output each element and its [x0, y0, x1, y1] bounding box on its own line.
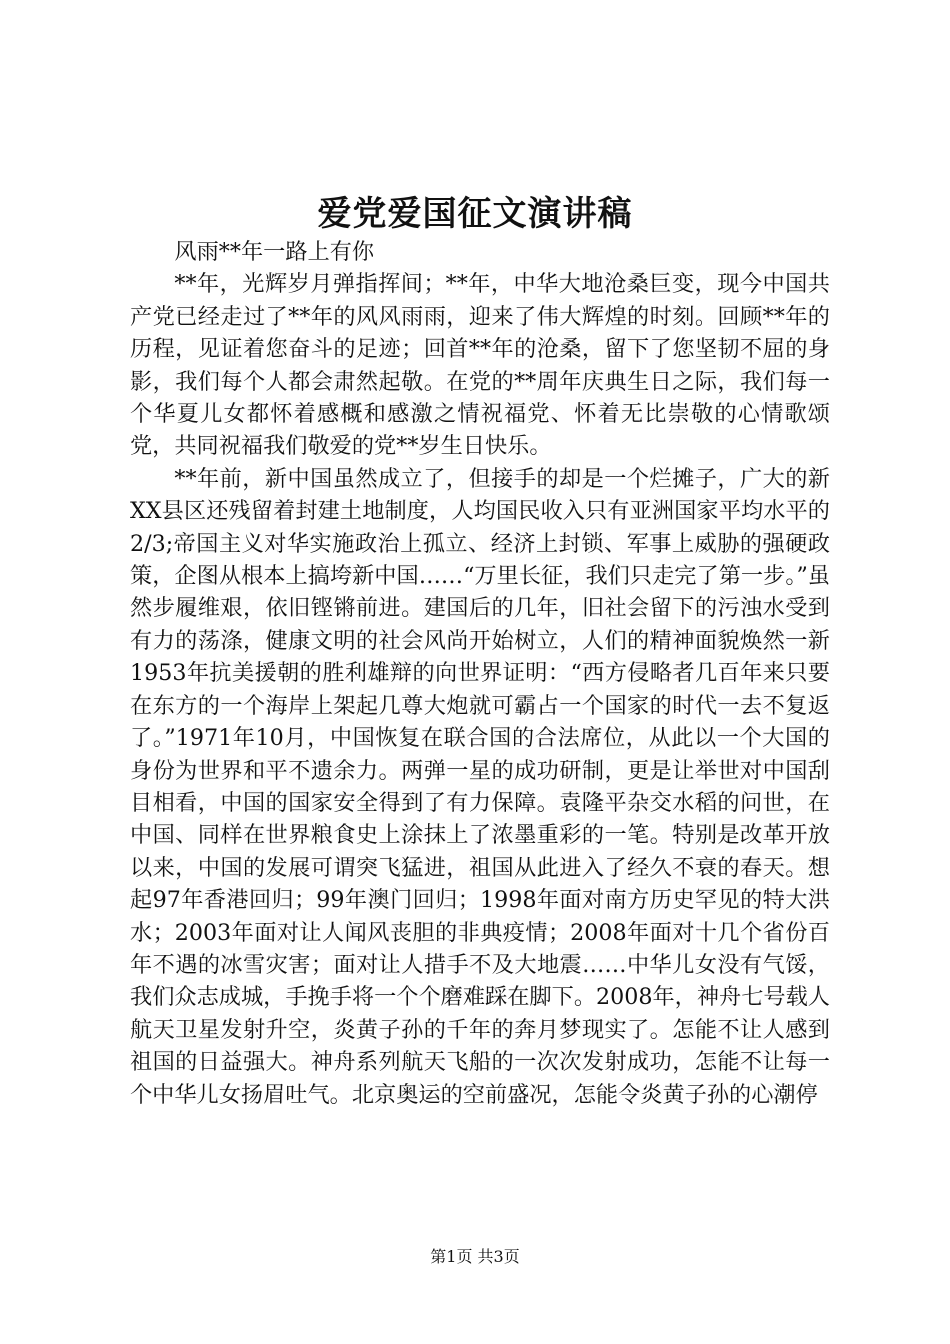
document-title: 爱党爱国征文演讲稿	[317, 194, 633, 234]
page-footer: 第1页 共3页	[430, 1247, 520, 1266]
body-paragraph: **年前，新中国虽然成立了，但接手的却是一个烂摊子，广大的新XX县区还残留着封建土地制度，人均国民收入只有亚洲国家平均水平的2/3;帝国主义对华实施政治上孤立、经济上封锁、军事上威胁的强硬政策，企图从根本上搞垮新中国……“万里长征，我们只走完了第一步。”虽然步履维艰，依旧铿锵前进。建国后的几年，旧社会留下的污浊水受到有力的荡涤，健康文明的社会风尚开始树立，人们的精神面貌焕然一新1953年抗美援朝的胜利雄辩的向世界证明：“西方侵略者几百年来只要在东方的一个海岸上架起几尊大炮就可霸占一个国家的时代一去不复返了。”1971年10月，中国恢复在联合国的合法席位，从此以一个大国的身份为世界和平不遗余力。两弹一星的成功研制，更是让举世对中国刮目相看，中国的国家安全得到了有力保障。袁隆平杂交水稻的问世，在中国、同样在世界粮食史上涂抹上了浓墨重彩的一笔。特别是改革开放以来，中国的发展可谓突飞猛进，祖国从此进入了经久不衰的春天。想起97年香港回归；99年澳门回归；1998年面对南方历史罕见的特大洪水；2003年面对让人闻风丧胆的非典疫情；2008年面对十几个省份百年不遇的冰雪灾害；面对让人措手不及大地震……中华儿女没有气馁，我们众志成城，手挽手将一个个磨难踩在脚下。2008年，神舟七号载人航天卫星发射升空，炎黄子孙的千年的奔月梦现实了。怎能不让人感到祖国的日益强大。神舟系列航天飞船的一次次发射成功，怎能不让每一个中华儿女扬眉吐气。北京奥运的空前盛况，怎能令炎黄子孙的心潮停	[130, 465, 830, 1108]
document-body	[130, 236, 830, 1111]
subtitle-paragraph: 风雨**年一路上有你	[174, 239, 375, 265]
body-paragraph: **年，光辉岁月弹指挥间；**年，中华大地沧桑巨变，现今中国共产党已经走过了**年的风风雨雨，迎来了伟大辉煌的时刻。回顾**年的历程，见证着您奋斗的足迹；回首**年的沧桑，留下了您坚韧不屈的身影，我们每个人都会肃然起敬。在党的**周年庆典生日之际，我们每一个华夏儿女都怀着感概和感激之情祝福党、怀着无比崇敬的心情歌颂党，共同祝福我们敬爱的党**岁生日快乐。	[130, 271, 830, 460]
